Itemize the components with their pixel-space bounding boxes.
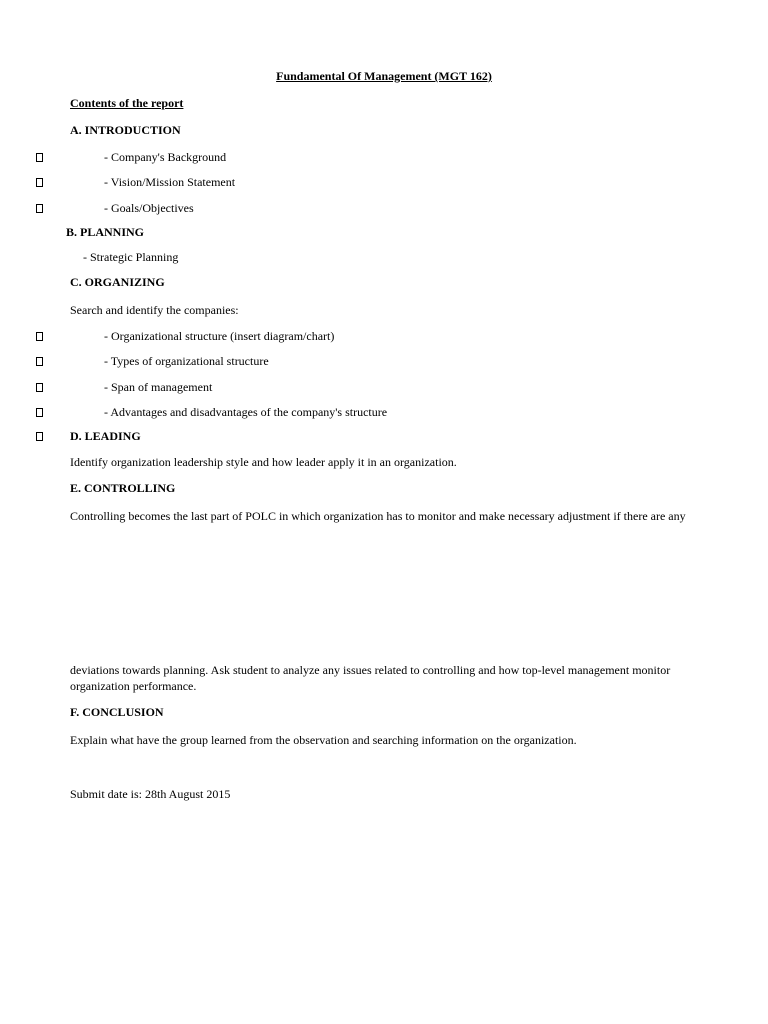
section-text-controlling-line3: organization performance.: [70, 679, 197, 693]
bullet-box-icon: [36, 204, 43, 213]
contents-heading: Contents of the report: [70, 96, 184, 110]
bullet-box-icon: [36, 432, 43, 441]
bullet-box-icon: [36, 383, 43, 392]
list-item: - Types of organizational structure: [104, 354, 269, 368]
section-text-controlling-line2: deviations towards planning. Ask student to analyze any issues related to controlling and how top-level management monitor: [70, 663, 671, 677]
section-text-leading: Identify organization leadership style and how leader apply it in an organization.: [70, 455, 457, 469]
list-item: - Organizational structure (insert diagram/chart): [104, 329, 335, 343]
section-intro-organizing: Search and identify the companies:: [70, 303, 239, 317]
list-item: - Company's Background: [104, 150, 227, 164]
list-item: - Span of management: [104, 380, 213, 394]
section-text-controlling-line1: Controlling becomes the last part of POLC in which organization has to monitor and make necessary adjustment if there are any: [70, 509, 686, 523]
list-item: - Strategic Planning: [83, 250, 179, 264]
section-heading-organizing: C. ORGANIZING: [70, 275, 165, 289]
list-item: - Vision/Mission Statement: [104, 175, 236, 189]
section-heading-conclusion: F. CONCLUSION: [70, 705, 164, 719]
bullet-box-icon: [36, 178, 43, 187]
section-heading-introduction: A. INTRODUCTION: [70, 123, 181, 137]
section-heading-leading: D. LEADING: [70, 429, 141, 443]
section-heading-controlling: E. CONTROLLING: [70, 481, 176, 495]
submit-date: Submit date is: 28th August 2015: [70, 787, 231, 801]
section-heading-planning: B. PLANNING: [66, 225, 145, 239]
bullet-box-icon: [36, 153, 43, 162]
bullet-box-icon: [36, 357, 43, 366]
list-item: - Goals/Objectives: [104, 201, 194, 215]
bullet-box-icon: [36, 408, 43, 417]
document-title: Fundamental Of Management (MGT 162): [276, 69, 492, 83]
section-text-conclusion: Explain what have the group learned from the observation and searching information on the organization.: [70, 733, 577, 747]
bullet-box-icon: [36, 332, 43, 341]
list-item: - Advantages and disadvantages of the company's structure: [104, 405, 388, 419]
